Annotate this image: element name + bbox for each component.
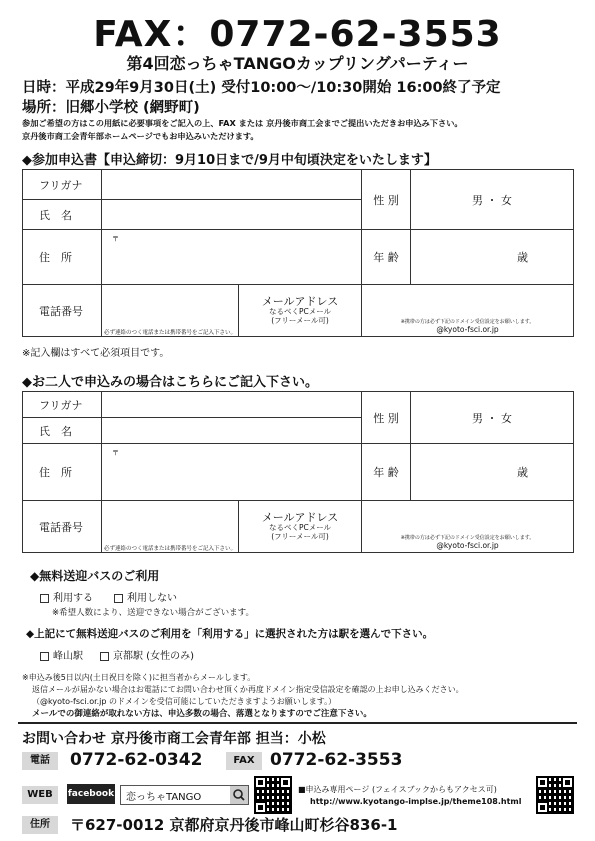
phone-label: 電話番号 [23,501,102,553]
address-field[interactable] [102,230,362,285]
web-label: WEB [22,786,58,804]
phone-note: 必ず連絡のつく電話または携帯番号をご記入下さい。 [103,330,236,336]
name-label: 氏 名 [23,200,102,230]
email-sub-2: (フリーメール可) [271,315,329,325]
search-icon[interactable] [230,786,248,804]
address-label: 住 所 [23,230,102,285]
email-sub-1: なるべくPCメール [268,307,332,317]
fax-number: 0772-62-3553 [270,750,403,770]
intro-note-1: 参加ご希望の方はこの用紙に必要事項をご記入の上、FAX または 京丹後市商工会までご提出いただきお申込み下さい。 [22,118,463,128]
intro-note-2: 京丹後市商工会青年部ホームページでもお申込みいただけます。 [22,131,259,141]
bus-heading: ◆無料送迎バスのご利用 [30,569,160,583]
name-field[interactable] [102,200,362,230]
facebook-logo: facebook [67,784,115,804]
postal-mark: 〒 [112,449,119,457]
web-description: ■申込み専用ページ (フェイスブックからもアクセス可) [298,785,497,794]
postal-mark: 〒 [112,235,119,243]
email-field[interactable] [362,285,574,337]
bus-use-checkbox[interactable] [40,594,49,603]
fax-label: FAX [226,752,262,770]
station-heading: ◆上記にて無料送迎バスのご利用を「利用する」に選択された方は駅を選んで下さい。 [26,628,434,640]
bus-use-option[interactable] [40,589,93,604]
bus-not-use-option[interactable] [114,589,177,604]
email-domain: @kyoto-fsci.or.jp [436,541,499,550]
event-datetime: 日時：平成29年9月30日(土) 受付10:00～/10:30開始 16:00終了予定 [22,80,501,96]
required-note: ※記入欄はすべて必須項目です。 [22,348,170,359]
gender-label: 性 別 [362,392,411,444]
name-field[interactable] [102,418,362,444]
address-label: 住 所 [23,444,102,501]
event-venue: 場所：旧郷小学校 (網野町) [22,100,200,116]
email-note: ※携帯の方は必ず下記のドメイン受信設定をお願いします。 [400,319,535,325]
contact-address: 〒627-0012 京都府京丹後市峰山町杉谷836-1 [70,816,398,834]
age-field[interactable] [411,230,574,285]
event-title: 第4回恋っちゃTANGOカップリングパーティー [126,54,469,73]
age-label: 年 齢 [362,444,411,501]
station1-option[interactable] [40,647,83,662]
phone-label: 電話番号 [23,285,102,337]
bus-not-use-checkbox[interactable] [114,594,123,603]
email-domain: @kyoto-fsci.or.jp [436,325,499,334]
notes-line-3: （@kyoto-fsci.or.jp のドメインを受信可能にしていただきますようお願いします。） [32,697,337,706]
gender-select[interactable]: 男 ・ 女 [411,392,574,444]
furigana-field[interactable] [102,392,362,418]
station2-label: 京都駅 (女性のみ) [113,651,194,662]
furigana-label: フリガナ [23,170,102,200]
notes-line-4: メールでの御連絡が取れない方は、申込多数の場合、落選となりますのでご注意下さい。 [32,709,372,719]
search-text: 恋っちゃTANGO [126,792,202,803]
address-field[interactable] [102,444,362,501]
phone-field[interactable] [102,285,239,337]
email-label: メールアドレス [261,294,339,308]
station1-checkbox[interactable] [40,652,49,661]
divider [18,722,577,724]
bus-use-label: 利用する [53,593,93,604]
age-unit: 歳 [517,466,529,479]
contact-heading: お問い合わせ 京丹後市商工会青年部 担当：小松 [22,731,326,747]
fax-number-title: FAX：0772-62-3553 [93,14,502,55]
station1-label: 峰山駅 [53,651,83,662]
gender-select[interactable]: 男 ・ 女 [411,170,574,230]
bus-note: ※希望人数により、送迎できない場合がございます。 [52,608,254,618]
qr-code-icon [536,776,574,814]
email-sub-1: なるべくPCメール [268,523,332,533]
address-tag: 住所 [22,816,58,834]
email-sub-2: (フリーメール可) [271,531,329,541]
email-note: ※携帯の方は必ず下記のドメイン受信設定をお願いします。 [400,535,535,541]
gender-label: 性 別 [362,170,411,230]
email-label: メールアドレス [261,510,339,524]
furigana-field[interactable] [102,170,362,200]
tel-label: 電話 [22,752,58,770]
form2-heading: ◆お二人で申込みの場合はこちらにご記入下さい。 [22,375,318,390]
age-label: 年 齢 [362,230,411,285]
application-form-2 [22,391,574,553]
qr-code-icon [254,776,292,814]
age-field[interactable] [411,444,574,501]
facebook-search-box[interactable] [120,785,249,805]
station2-checkbox[interactable] [100,652,109,661]
tel-number: 0772-62-0342 [70,750,203,770]
email-label-cell [239,285,362,337]
email-field[interactable] [362,501,574,553]
age-unit: 歳 [517,251,529,264]
bus-not-use-label: 利用しない [127,593,177,604]
phone-field[interactable] [102,501,239,553]
form1-heading: ◆参加申込書【申込締切：9月10日まで/9月中旬頃決定をいたします】 [22,153,437,168]
furigana-label: フリガナ [23,392,102,418]
email-label-cell [239,501,362,553]
phone-note: 必ず連絡のつく電話または携帯番号をご記入下さい。 [103,546,236,552]
notes-line-1: ※申込み後5日以内(土日祝日を除く)に担当者からメールします。 [22,673,256,682]
name-label: 氏 名 [23,418,102,444]
station2-option[interactable] [100,647,194,662]
application-form-1 [22,169,574,337]
notes-line-2: 返信メールが届かない場合はお電話にてお問い合わせ頂くか再度ドメイン指定受信設定を確認の上お申し込みください。 [32,685,464,694]
web-url[interactable]: http://www.kyotango-implse.jp/theme108.html [310,797,522,806]
